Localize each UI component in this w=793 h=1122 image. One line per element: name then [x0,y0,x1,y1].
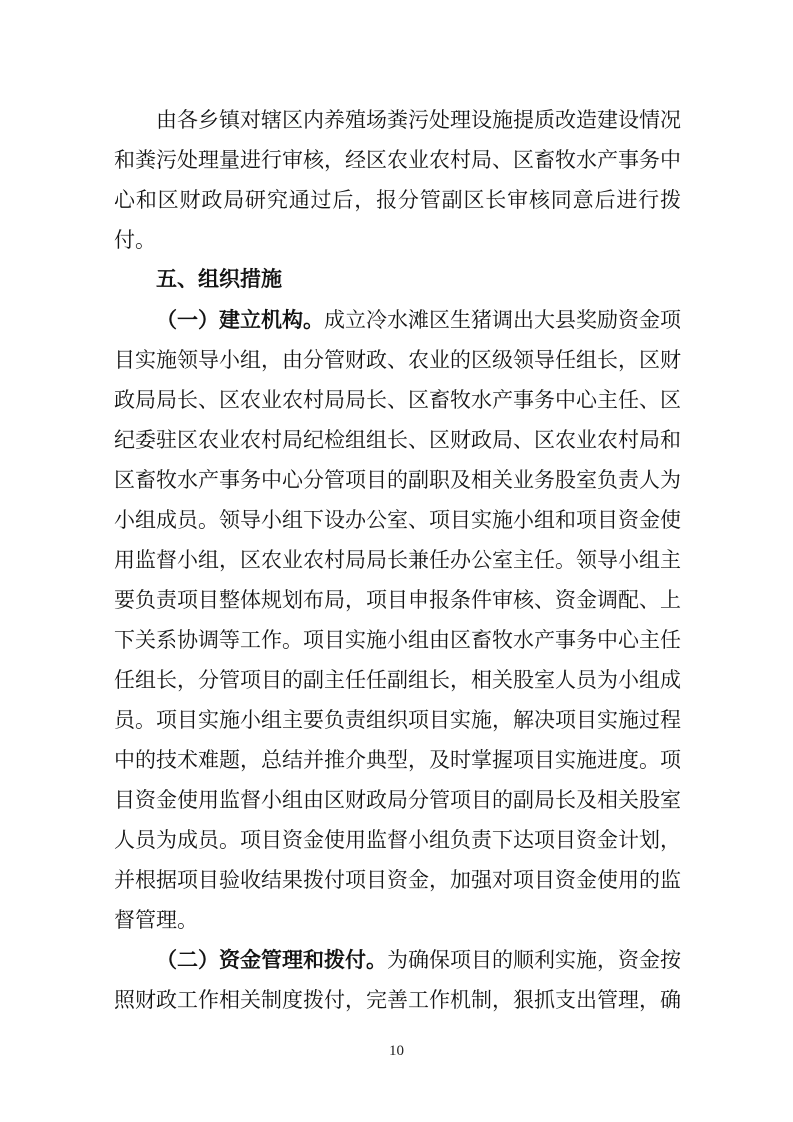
paragraph-lead-fund-management: （二）资金管理和拨付。 [156,948,387,972]
paragraph-body-establish-organization: 成立冷水滩区生猪调出大县奖励资金项目实施领导小组，由分管财政、农业的区级领导任组长，区财政局局长、区农业农村局局长、区畜牧水产事务中心主任、区纪委驻区农业农村局纪检组组长、区财政局、区农业农村局和区畜牧水产事务中心分管项目的副职及相关业务股室负责人为小组成员。领导小组下设办公室、项目实施小组和项目资金使用监督小组，区农业农村局局长兼任办公室主任。领导小组主要负责项目整体规划布局，项目申报条件审核、资金调配、上下关系协调等工作。项目实施小组由区畜牧水产事务中心主任任组长，分管项目的副主任任副组长，相关股室人员为小组成员。项目实施小组主要负责组织项目实施，解决项目实施过程中的技术难题，总结并推介典型，及时掌握项目实施进度。项目资金使用监督小组由区财政局分管项目的副局长及相关股室人员为成员。项目资金使用监督小组负责下达项目资金计划，并根据项目验收结果拨付项目资金，加强对项目资金使用的监督管理。 [114,308,681,932]
document-text-body [114,100,681,1020]
paragraph-body-fund-management: 为确保项目的顺利实施，资金按照财政工作相关制度拨付，完善工作机制，狠抓支出管理，确 [114,948,681,1012]
paragraph-continuation: 由各乡镇对辖区内养殖场粪污处理设施提质改造建设情况和粪污处理量进行审核，经区农业农村局、区畜牧水产事务中心和区财政局研究通过后，报分管副区长审核同意后进行拨付。 [114,108,681,252]
section-heading-organization-measures: 五、组织措施 [156,268,282,291]
paragraph-fund-management [114,940,681,1020]
paragraph-lead-establish-organization: （一）建立机构。 [156,308,324,332]
paragraph-establish-organization [114,300,681,940]
page-number: 10 [389,1043,404,1059]
